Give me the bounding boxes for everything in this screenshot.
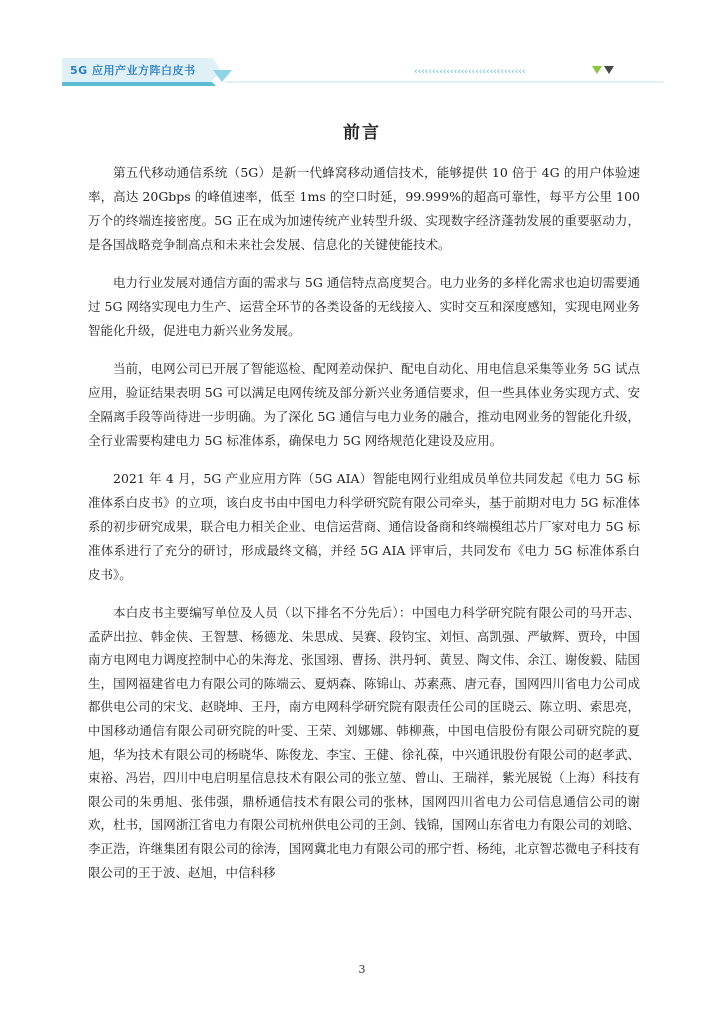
body-text xyxy=(88,161,640,898)
paragraph-project-initiation: 2021 年 4 月，5G 产业应用方阵（5G AIA）智能电网行业组成员单位共同发起《电力 5G 标准体系白皮书》的立项，该白皮书由中国电力科学研究院有限公司牵头，基于前期对电力 5G 标准体系的初步研究成果，联合电力相关企业、电信运营商、通信设备商和终端模组芯片厂家对电力 5G 标准体系进行了充分的研讨，形成最终文稿，并经 5G AIA 评审后，共同发布《电力 5G 标准体系白皮书》。 xyxy=(88,471,640,582)
paragraph-power-industry-needs: 电力行业发展对通信方面的需求与 5G 通信特点高度契合。电力业务的多样化需求也迫切需要通过 5G 网络实现电力生产、运营全环节的各类设备的无线接入、实时交互和深度感知，实现电网业务智能化升级，促进电力新兴业务发展。 xyxy=(88,275,640,338)
paragraph-intro-5g: 第五代移动通信系统（5G）是新一代蜂窝移动通信技术，能够提供 10 倍于 4G 的用户体验速率，高达 20Gbps 的峰值速率，低至 1ms 的空口时延，99.999%的超高可靠性，每平方公里 100 万个的终端连接密度。5G 正在成为加速传统产业转型升级、实现数字经济蓬勃发展的重要驱动力，是各国战略竞争制高点和未来社会发展、信息化的关键使能技术。 xyxy=(88,165,640,252)
header-title: 5G 应用产业方阵白皮书 xyxy=(70,64,196,77)
page-title: 前言 xyxy=(343,123,381,143)
header-decoration xyxy=(0,0,724,110)
header-chevrons: ‹‹‹‹‹‹‹‹‹‹‹‹‹‹‹‹‹‹‹‹‹‹‹‹‹‹‹‹‹‹‹ xyxy=(414,67,526,77)
paragraph-contributors: 本白皮书主要编写单位及人员（以下排名不分先后）：中国电力科学研究院有限公司的马开志、孟萨出拉、韩金侠、王智慧、杨德龙、朱思成、吴赛、段钧宝、刘恒、高凯强、严敏辉、贾玲，中国南方电网电力调度控制中心的朱海龙、张国翊、曹扬、洪丹轲、黄昱、陶文伟、余江、谢俊毅、陆国生，国网福建省电力有限公司的陈端云、夏炳森、陈锦山、苏素燕、唐元春，国网四川省电力公司成都供电公司的宋戈、赵晓坤、王丹，南方电网科学研究院有限责任公司的匡晓云、陈立明、索思亮，中国移动通信有限公司研究院的叶雯、王荣、刘娜娜、韩柳燕，中国电信股份有限公司研究院的夏旭，华为技术有限公司的杨晓华、陈俊龙、李宝、王健、徐礼葆，中兴通讯股份有限公司的赵孝武、束裕、冯岩，四川中电启明星信息技术有限公司的张立堃、曾山、王瑞祥，紫光展锐（上海）科技有限公司的朱勇旭、张伟强，鼎桥通信技术有限公司的张林，国网四川省电力公司信息通信公司的谢欢，杜书，国网浙江省电力有限公司杭州供电公司的王剑、钱锦，国网山东省电力有限公司的刘晗、李正浩，许继集团有限公司的徐涛，国网冀北电力有限公司的邢宁哲、杨纯，北京智芯微电子科技有限公司的王于波、赵旭，中信科移 xyxy=(88,605,640,880)
header-triangle-dark xyxy=(604,66,614,74)
paragraph-pilot-applications: 当前，电网公司已开展了智能巡检、配网差动保护、配电自动化、用电信息采集等业务 5G 试点应用，验证结果表明 5G 可以满足电网传统及部分新兴业务通信要求，但一些具体业务实现方式、安全隔离手段等尚待进一步明确。为了深化 5G 通信与电力业务的融合，推动电网业务的智能化升级，全行业需要构建电力 5G 标准体系，确保电力 5G 网络规范化建设及应用。 xyxy=(88,361,640,448)
header-title-underline xyxy=(62,82,216,86)
header-triangle-green xyxy=(592,66,602,74)
page-header xyxy=(0,0,724,110)
page-number: 3 xyxy=(358,963,366,976)
